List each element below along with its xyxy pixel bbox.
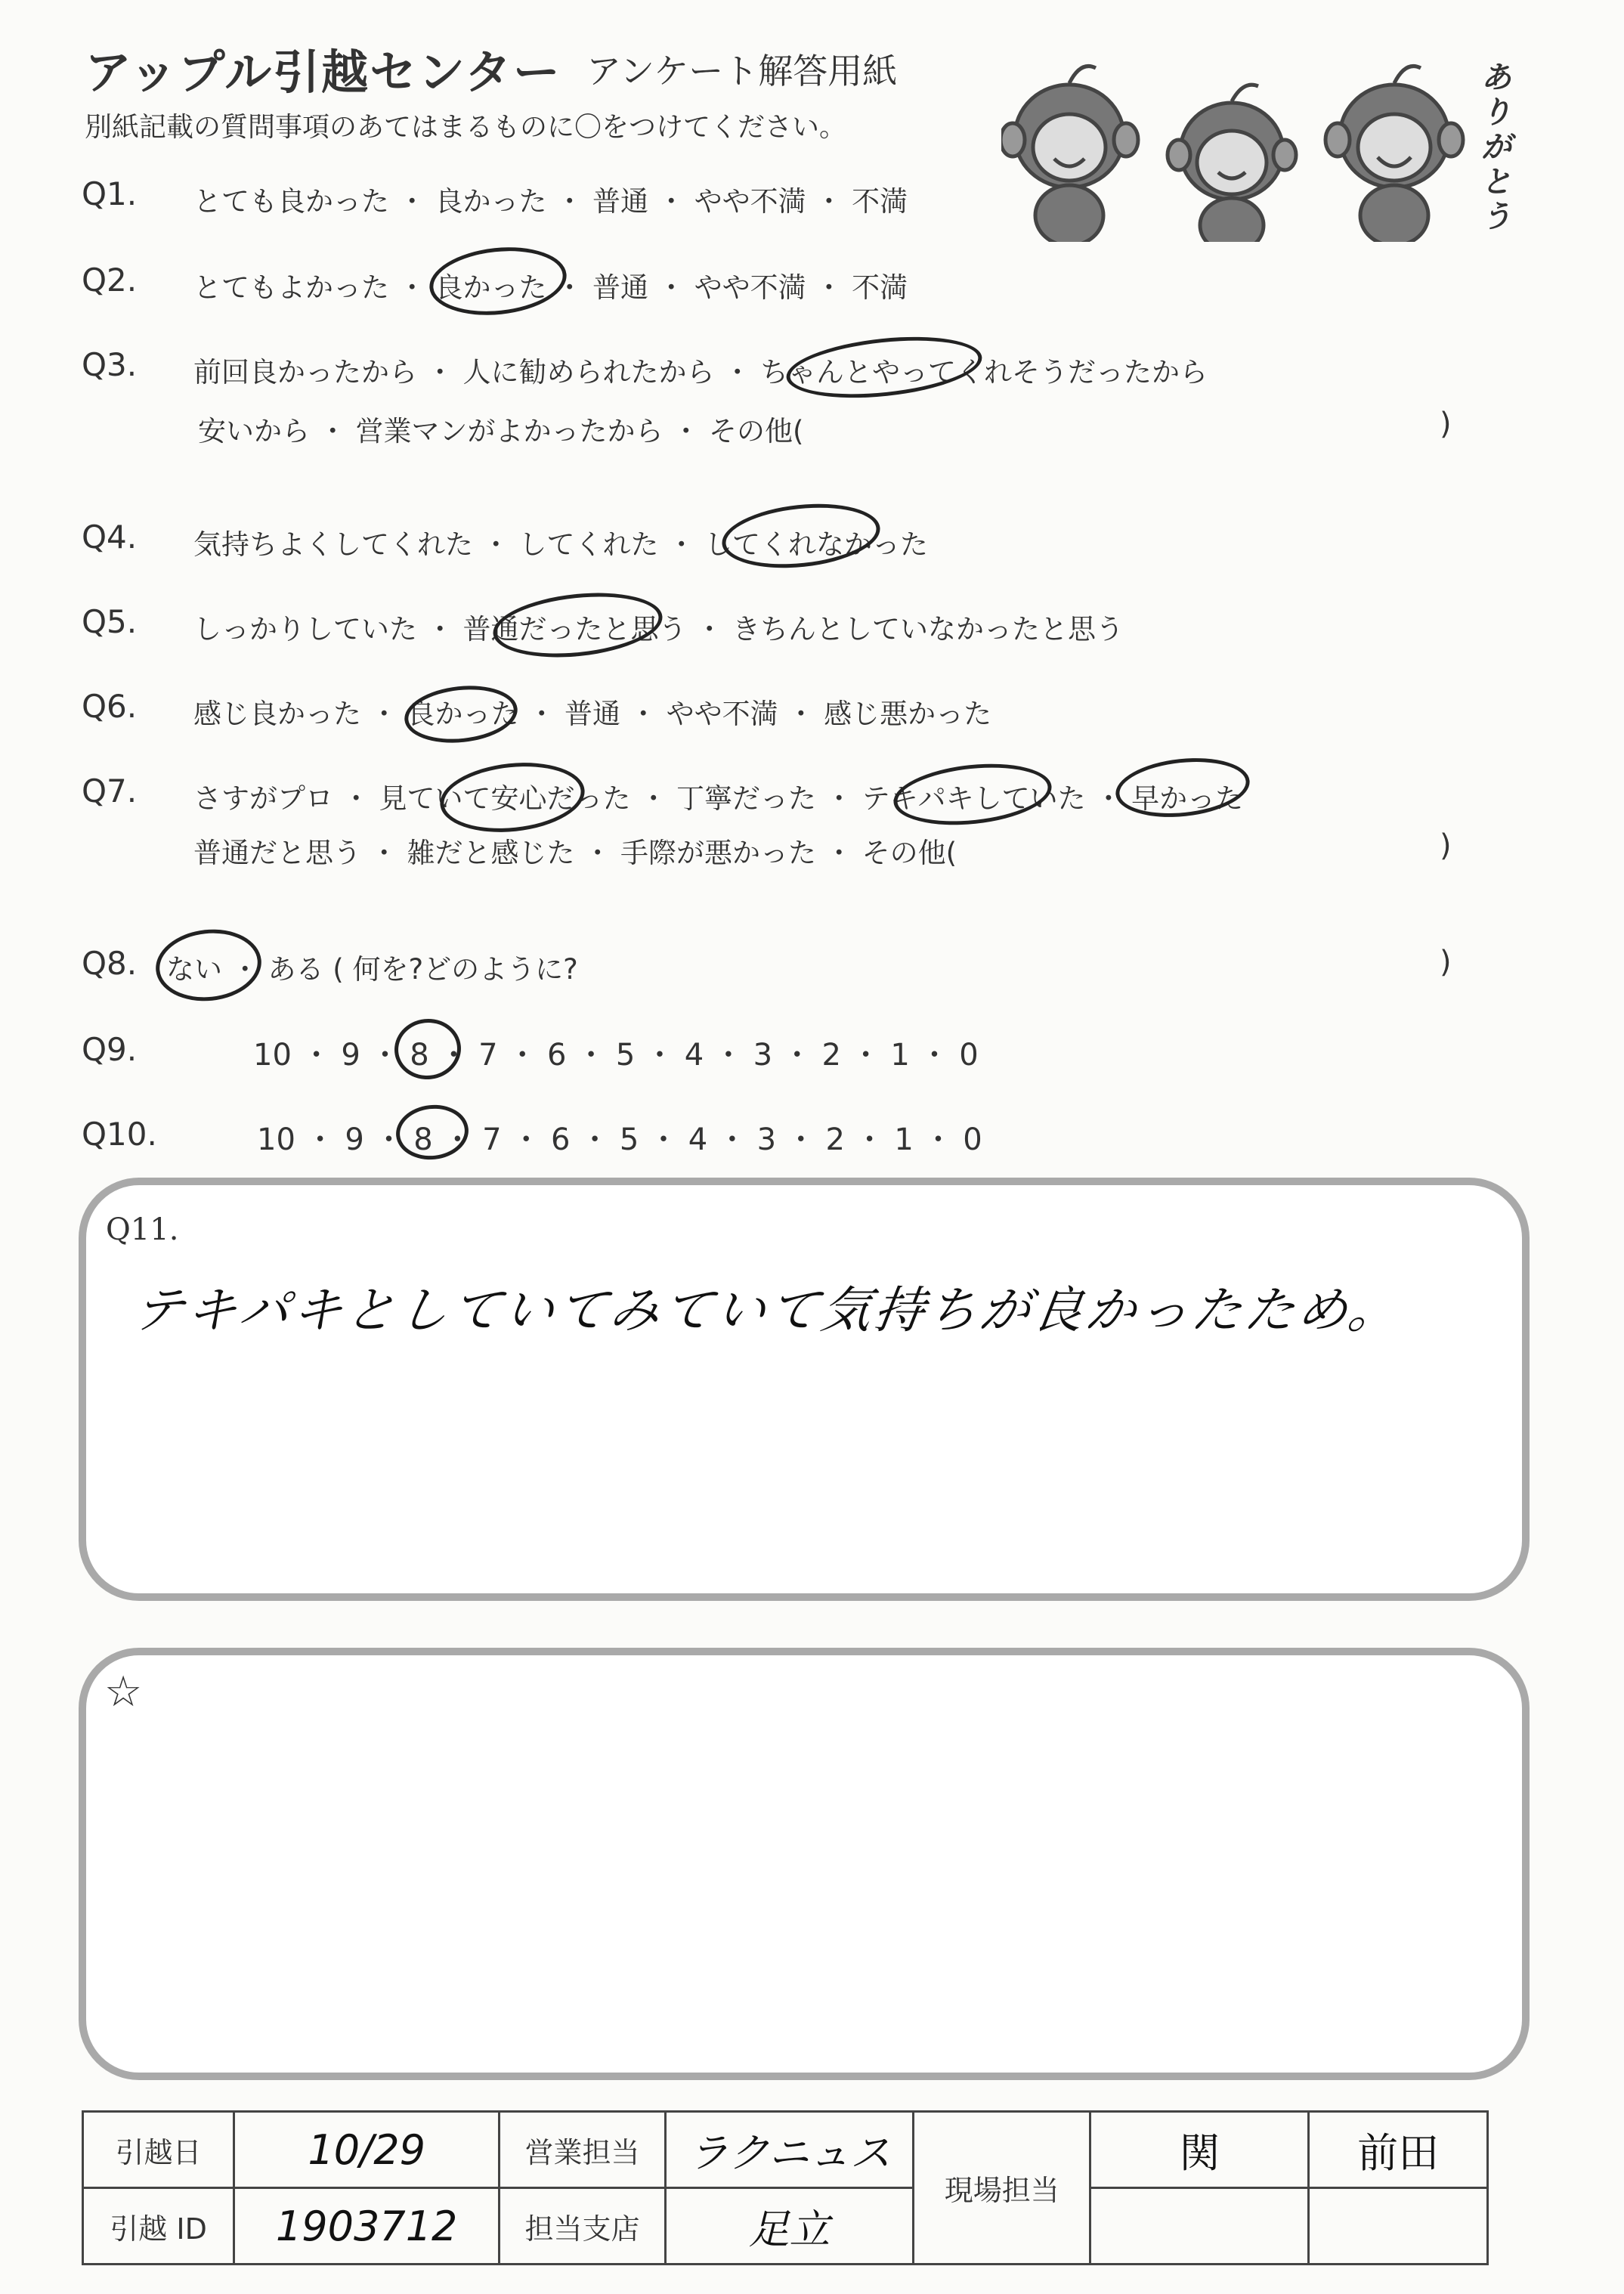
q7-options-line1: さすがプロ ・ 見ていて安心だった ・ 丁寧だった ・ テキパキしていた ・ 早かった [193, 782, 1244, 815]
move-date-label: 引越日 [83, 2112, 234, 2188]
staff-info-table [82, 2110, 1489, 2265]
site-staff-label: 現場担当 [913, 2112, 1090, 2265]
q2-label: Q2. [82, 262, 138, 299]
q5-options: しっかりしていた ・ 普通だったと思う ・ きちんとしていなかったと思う [193, 613, 1124, 645]
mascot-caption: ありがとう [1481, 60, 1511, 234]
mascot-1 [1001, 67, 1138, 243]
q8-close-paren: ) [1440, 945, 1452, 980]
site-staff-3 [1090, 2188, 1309, 2265]
q11-label: Q11. [106, 1212, 179, 1247]
mascot-3 [1325, 67, 1463, 243]
q7-answer-circle-2 [890, 757, 1054, 832]
branch-value: 足立 [665, 2188, 913, 2265]
mascot-2 [1168, 85, 1296, 242]
q11-comment-box [79, 1178, 1530, 1601]
q3-close-paren: ) [1440, 407, 1452, 441]
q7-label: Q7. [82, 772, 138, 810]
q6-label: Q6. [82, 688, 138, 725]
move-id-label: 引越 ID [83, 2188, 234, 2265]
q7-close-paren: ) [1440, 828, 1452, 863]
q8-answer-circle [152, 924, 264, 1006]
q2-options: とてもよかった ・ 良かった ・ 普通 ・ やや不満 ・ 不満 [193, 271, 908, 304]
site-staff-4 [1309, 2188, 1488, 2265]
q4-options: 気持ちよくしてくれた ・ してくれた ・ してくれなかった [193, 528, 929, 561]
instruction-text: 別紙記載の質問事項のあてはまるものに〇をつけてください。 [85, 112, 847, 143]
q4-answer-circle [719, 497, 883, 575]
mascot-illustration [1001, 45, 1515, 242]
q3-options-line2: 安いから ・ 営業マンがよかったから ・ その他( [198, 415, 804, 447]
q10-label: Q10. [82, 1116, 157, 1153]
q9-scale: 10 ・ 9 ・ 8 ・ 7 ・ 6 ・ 5 ・ 4 ・ 3 ・ 2 ・ 1 ・ 0 [253, 1038, 979, 1073]
sales-staff-value: ラクニュス [665, 2112, 913, 2188]
q8-label: Q8. [82, 945, 138, 982]
q3-options-line1: 前回良かったから ・ 人に勧められたから ・ ちゃんとやってくれそうだったから [193, 356, 1208, 389]
q8-options: ない ・ ある ( 何を?どのように? [166, 953, 578, 986]
q6-options: 感じ良かった ・ 良かった ・ 普通 ・ やや不満 ・ 感じ悪かった [193, 698, 992, 730]
move-id-value: 1903712 [234, 2188, 500, 2265]
q5-label: Q5. [82, 603, 138, 640]
q1-options: とても良かった ・ 良かった ・ 普通 ・ やや不満 ・ 不満 [193, 185, 908, 218]
sales-staff-label: 営業担当 [500, 2112, 666, 2188]
q2-answer-circle [426, 241, 570, 322]
q4-label: Q4. [82, 519, 138, 556]
q9-label: Q9. [82, 1031, 138, 1068]
q1-label: Q1. [82, 175, 138, 212]
q3-answer-circle [784, 329, 985, 407]
q10-scale: 10 ・ 9 ・ 8 ・ 7 ・ 6 ・ 5 ・ 4 ・ 3 ・ 2 ・ 1 ・ 0 [257, 1122, 982, 1157]
site-staff-1: 関 [1090, 2112, 1309, 2188]
remarks-content [151, 1738, 1481, 2011]
q5-answer-circle [490, 585, 665, 664]
q3-label: Q3. [82, 346, 138, 383]
company-title: アップル引越センター [85, 45, 561, 100]
q7-answer-circle-1 [437, 756, 588, 839]
star-icon: ☆ [104, 1667, 143, 1717]
q11-answer-text: テキパキとしていてみていて気持ちが良かったため。 [129, 1281, 1406, 1339]
site-staff-2: 前田 [1309, 2112, 1488, 2188]
form-subtitle: アンケート解答用紙 [586, 51, 898, 91]
move-date-value: 10/29 [234, 2112, 500, 2188]
branch-label: 担当支店 [500, 2188, 666, 2265]
q7-options-line2: 普通だと思う ・ 雑だと感じた ・ 手際が悪かった ・ その他( [193, 837, 957, 869]
